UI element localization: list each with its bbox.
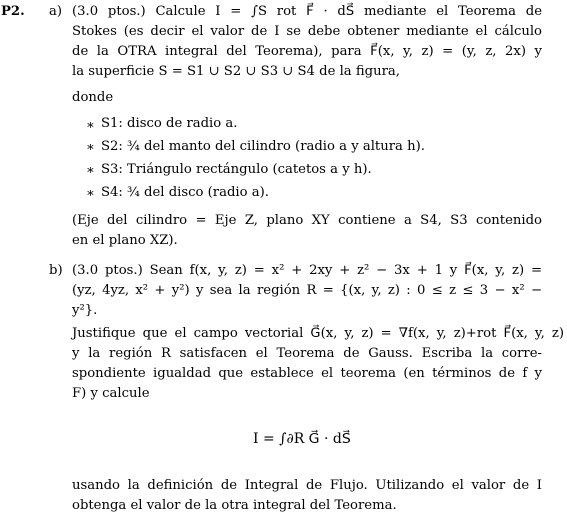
part-a-line-2: Stokes (es decir el valor de I se debe obtener mediante el cálculo xyxy=(72,24,542,39)
bullet-s4: S4: ¾ del disco (radio a). xyxy=(101,185,269,200)
part-b-marker: b) xyxy=(49,263,63,278)
bullet-marker: ∗ xyxy=(86,163,95,178)
bullet-s1: S1: disco de radio a. xyxy=(101,116,238,131)
part-a-marker: a) xyxy=(49,4,63,19)
part-b-line-3: y²}. xyxy=(72,303,98,318)
end-line-2: obtenga el valor de la otra integral del Teorema. xyxy=(72,498,397,513)
part-b-line-6: spondiente igualdad que establece el teorema (en términos de f y xyxy=(72,366,542,381)
bullet-s3: S3: Triángulo rectángulo (catetos a y h). xyxy=(101,162,372,177)
end-line-1: usando la definición de Integral de Flujo. Utilizando el valor de I xyxy=(72,478,542,493)
part-a-line-4: la superficie S = S1 ∪ S2 ∪ S3 ∪ S4 de la figura, xyxy=(72,64,400,79)
part-b-line-4: Justifique que el campo vectorial G⃗(x, y, z) = ∇f(x, y, z)+rot F⃗(x, y, z) xyxy=(72,326,564,341)
part-a-line-3: de la OTRA integral del Teorema), para F⃗(x, y, z) = (y, z, 2x) y xyxy=(72,44,542,59)
note-line-1: (Eje del cilindro = Eje Z, plano XY contiene a S4, S3 contenido xyxy=(72,213,542,228)
donde-text: donde xyxy=(72,90,114,105)
part-b-line-5: y la región R satisfacen el Teorema de Gauss. Escriba la corre- xyxy=(72,346,542,361)
bullet-marker: ∗ xyxy=(86,118,95,133)
part-b-line-1: (3.0 ptos.) Sean f(x, y, z) = x² + 2xy + z² − 3x + 1 y F⃗(x, y, z) = xyxy=(72,263,542,278)
display-equation: I = ∫∂R G⃗ · dS⃗ xyxy=(253,431,351,447)
part-b-line-7: F) y calcule xyxy=(72,386,150,401)
note-line-2: en el plano XZ). xyxy=(72,233,178,248)
part-a-line-1: (3.0 ptos.) Calcule I = ∫S rot F⃗ · dS⃗ mediante el Teorema de xyxy=(72,4,542,19)
bullet-s2: S2: ¾ del manto del cilindro (radio a y altura h). xyxy=(101,139,425,154)
bullet-marker: ∗ xyxy=(86,140,95,155)
problem-label: P2. xyxy=(1,4,25,19)
bullet-marker: ∗ xyxy=(86,186,95,201)
part-b-line-2: (yz, 4yz, x² + y²) y sea la región R = {(x, y, z) : 0 ≤ z ≤ 3 − x² − xyxy=(72,283,542,298)
